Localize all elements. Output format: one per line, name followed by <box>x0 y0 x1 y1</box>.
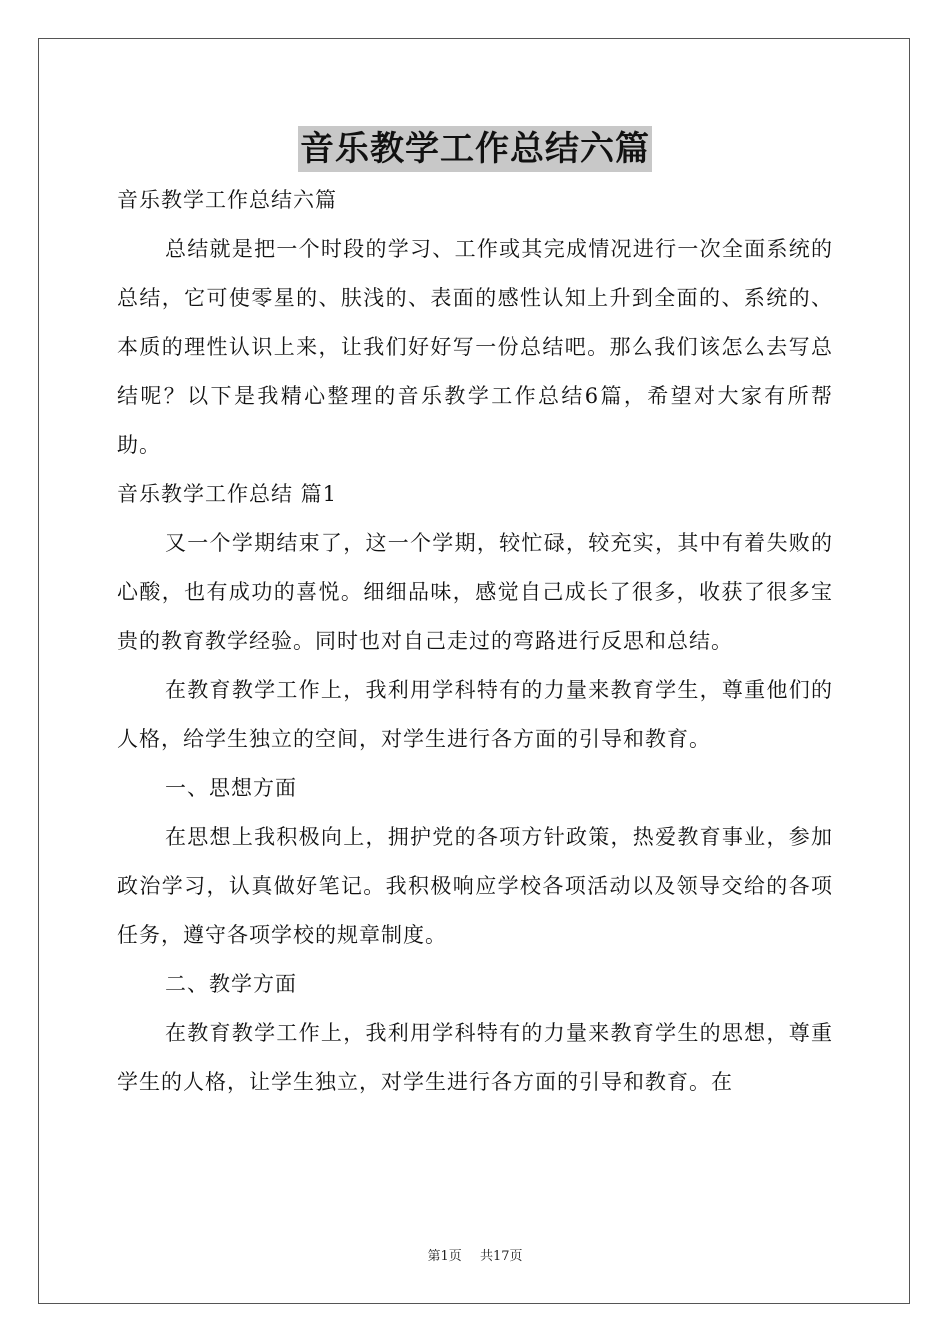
paragraph: 在教育教学工作上，我利用学科特有的力量来教育学生，尊重他们的人格，给学生独立的空间，对学生进行各方面的引导和教育。 <box>117 678 833 751</box>
paragraph: 音乐教学工作总结 篇1 <box>117 482 338 506</box>
page-total: 共17页 <box>479 1249 523 1264</box>
paragraph: 又一个学期结束了，这一个学期，较忙碌，较充实，其中有着失败的心酸，也有成功的喜悦。细细品味，感觉自己成长了很多，收获了很多宝贵的教育教学经验。同时也对自己走过的弯路进行反思和总结。 <box>117 531 833 653</box>
document-body <box>117 176 833 1107</box>
paragraph: 音乐教学工作总结六篇 <box>117 188 337 212</box>
paragraph: 总结就是把一个时段的学习、工作或其完成情况进行一次全面系统的总结，它可使零星的、肤浅的、表面的感性认知上升到全面的、系统的、本质的理性认识上来，让我们好好写一份总结吧。那么我们该怎么去写总结呢？以下是我精心整理的音乐教学工作总结6篇，希望对大家有所帮助。 <box>117 237 833 457</box>
page-footer <box>0 1245 950 1264</box>
paragraph: 一、思想方面 <box>165 776 297 800</box>
paragraph: 在教育教学工作上，我利用学科特有的力量来教育学生的思想，尊重学生的人格，让学生独立，对学生进行各方面的引导和教育。在 <box>117 1021 833 1094</box>
title-area <box>0 126 950 172</box>
paragraph: 在思想上我积极向上，拥护党的各项方针政策，热爱教育事业，参加政治学习，认真做好笔记。我积极响应学校各项活动以及领导交给的各项任务，遵守各项学校的规章制度。 <box>117 825 833 947</box>
page-number: 第1页 <box>427 1249 462 1264</box>
paragraph: 二、教学方面 <box>165 972 297 996</box>
document-title: 音乐教学工作总结六篇 <box>298 126 652 172</box>
